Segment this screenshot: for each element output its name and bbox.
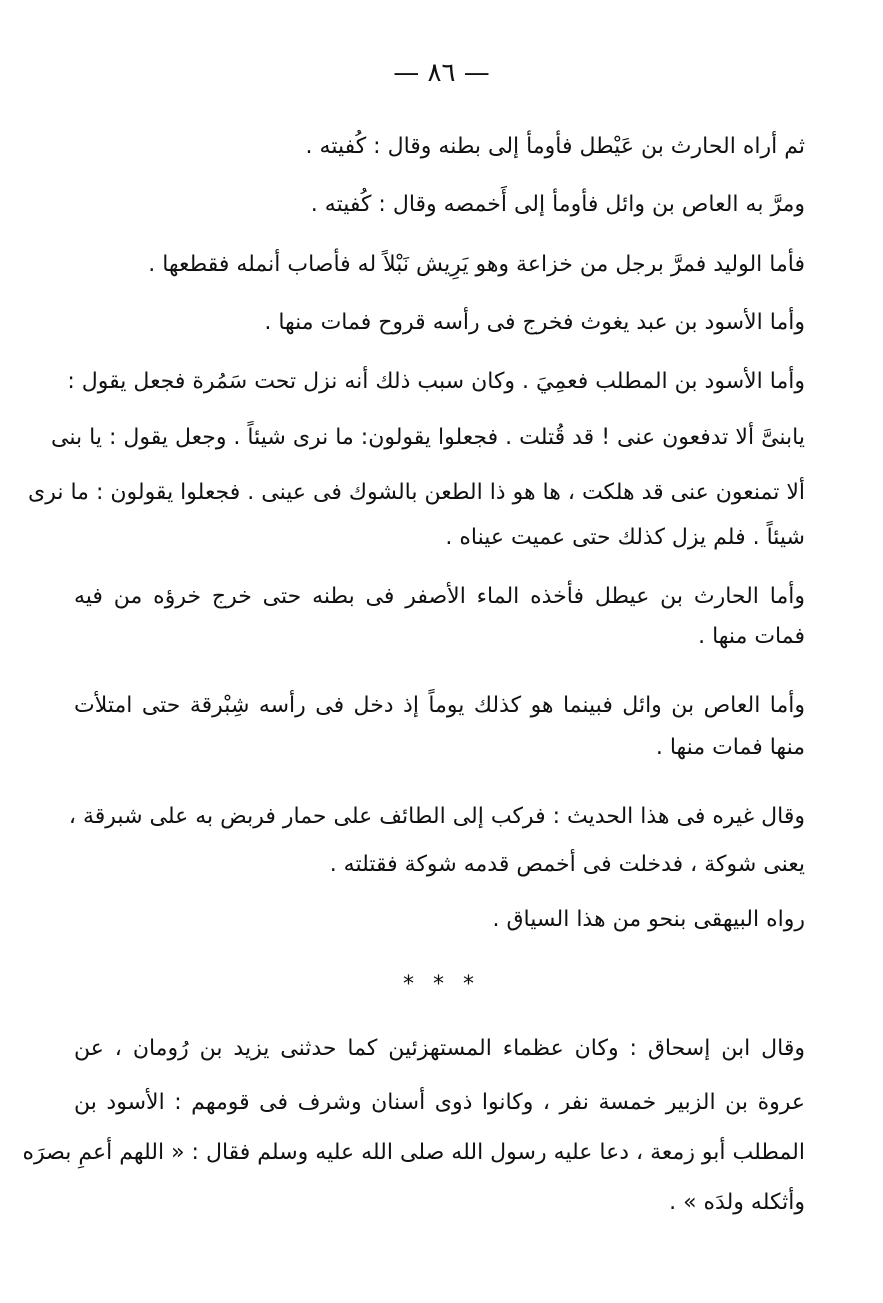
text-line: فمات منها . (698, 624, 805, 649)
text-line: عروة بن الزبير خمسة نفر ، وكانوا ذوى أسنان وشرف فى قومهم : الأسود بن (74, 1090, 805, 1115)
text-line: وأثكله ولدَه » . (669, 1190, 805, 1215)
text-line: منها فمات منها . (655, 735, 805, 760)
text-line: وأما العاص بن وائل فبينما هو كذلك يوماً إذ دخل فى رأسه شِبْرقة حتى امتلأت (74, 693, 805, 718)
text-line: المطلب أبو زمعة ، دعا عليه رسول الله صلى الله عليه وسلم فقال : « اللهم أعمِ بصرَه (22, 1140, 805, 1165)
text-line: فأما الوليد فمرَّ برجل من خزاعة وهو يَرِيش نَبْلاً له فأصاب أنمله فقطعها . (148, 252, 805, 277)
text-line: وقال غيره فى هذا الحديث : فركب إلى الطائف على حمار فربض به على شبرقة ، (68, 804, 805, 829)
text-line: ألا تمنعون عنى قد هلكت ، ها هو ذا الطعن بالشوك فى عينى . فجعلوا يقولون : ما نرى (27, 480, 805, 505)
text-line: وأما الحارث بن عيطل فأخذه الماء الأصفر فى بطنه حتى خرج خرؤه من فيه (74, 584, 805, 609)
text-line: ثم أراه الحارث بن عَيْطل فأومأ إلى بطنه وقال : كُفيته . (305, 134, 805, 159)
text-line: يابنىَّ ألا تدفعون عنى ! قد قُتلت . فجعلوا يقولون: ما نرى شيئاً . وجعل يقول : يا بنى (51, 425, 805, 450)
text-line: وأما الأسود بن عبد يغوث فخرج فى رأسه قروح فمات منها . (264, 310, 805, 335)
page-number: — ٨٦ — (393, 58, 490, 88)
text-line: يعنى شوكة ، فدخلت فى أخمص قدمه شوكة فقتلته . (329, 852, 805, 877)
text-line: شيئاً . فلم يزل كذلك حتى عميت عيناه . (445, 525, 805, 550)
section-separator: * * * (403, 972, 480, 997)
text-line: ومرَّ به العاص بن وائل فأومأ إلى أَخمصه وقال : كُفيته . (310, 192, 805, 217)
text-line: وقال ابن إسحاق : وكان عظماء المستهزئين كما حدثنى يزيد بن رُومان ، عن (74, 1036, 805, 1061)
text-line: وأما الأسود بن المطلب فعمِيَ . وكان سبب ذلك أنه نزل تحت سَمُرة فجعل يقول : (67, 369, 805, 394)
text-line: رواه البيهقى بنحو من هذا السياق . (492, 907, 805, 932)
